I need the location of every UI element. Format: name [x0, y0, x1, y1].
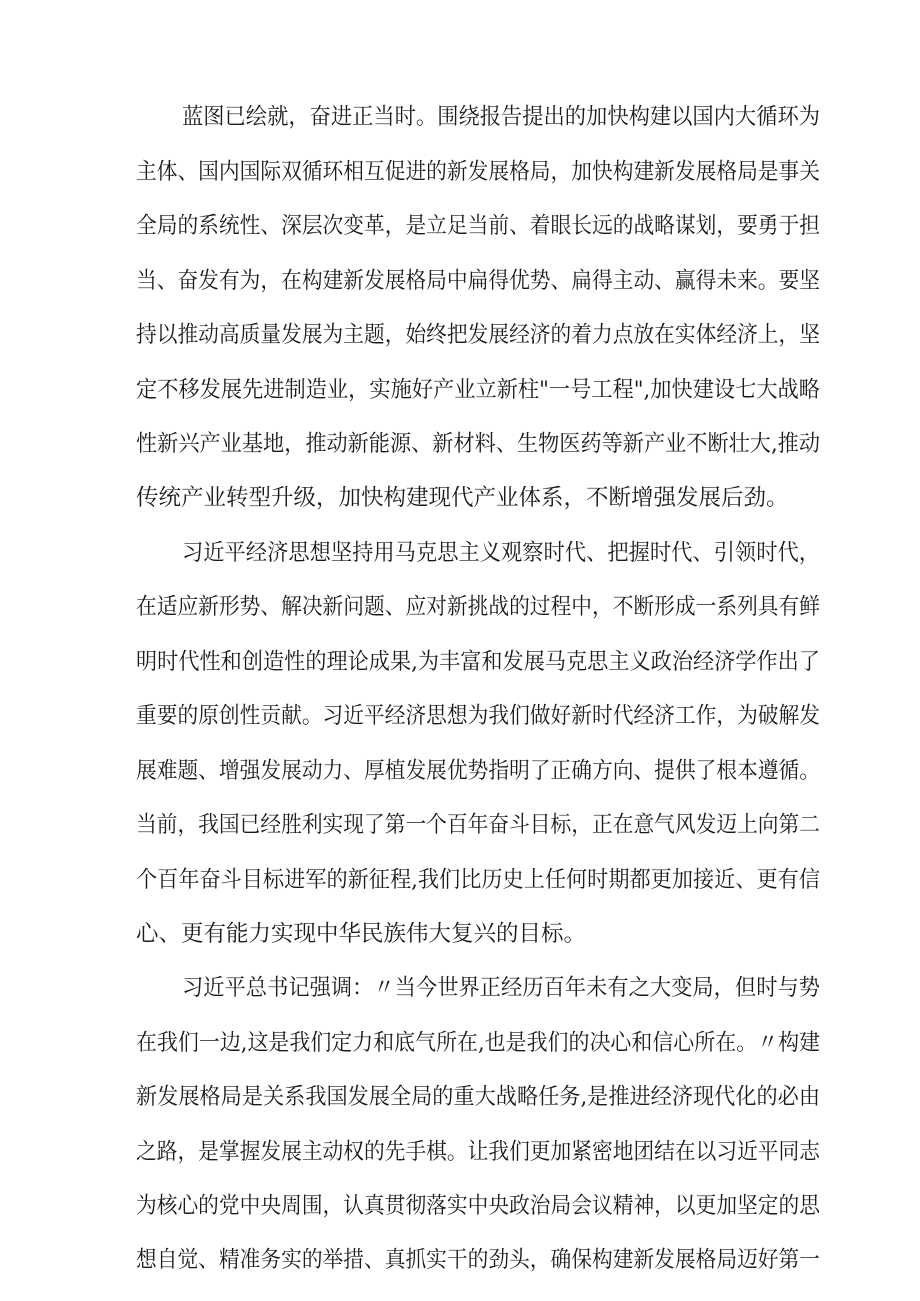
text-line: 蓝图已绘就，奋进正当时。围绕报告提出的加快构建以国内大循环为 [182, 104, 820, 130]
text-line: 主体、国内国际双循环相互促进的新发展格局，加快构建新发展格局是事关 [136, 159, 820, 185]
paragraph-1-line-1 [0, 97, 920, 137]
paragraph-3-line-2 [0, 1023, 920, 1063]
paragraph-1-line-7 [0, 424, 920, 464]
text-line: 重要的原创性贡献。习近平经济思想为我们做好新时代经济工作，为破解发 [136, 703, 820, 729]
text-line: 在适应新形势、解决新问题、应对新挑战的过程中，不断形成一系列具有鲜 [136, 594, 820, 620]
paragraph-2-line-3 [0, 642, 920, 682]
paragraph-2-line-5 [0, 751, 920, 791]
paragraph-1-line-2 [0, 152, 920, 192]
paragraph-1-line-5 [0, 315, 920, 355]
text-line: 当前，我国已经胜利实现了第一个百年奋斗目标，正在意气风发迈上向第二 [136, 812, 820, 838]
paragraph-3-line-1 [0, 968, 920, 1008]
text-line: 全局的系统性、深层次变革，是立足当前、着眼长远的战略谋划，要勇于担 [136, 213, 820, 239]
paragraph-3-line-6 [0, 1240, 920, 1280]
paragraph-1-line-6 [0, 370, 920, 410]
text-line: 性新兴产业基地，推动新能源、新材料、生物医药等新产业不断壮大,推动 [136, 431, 820, 457]
text-line: 为核心的党中央周围，认真贯彻落实中央政治局会议精神，以更加坚定的思 [136, 1193, 820, 1219]
paragraph-1-line-3 [0, 206, 920, 246]
paragraph-2-line-1 [0, 533, 920, 573]
text-line: 持以推动高质量发展为主题，始终把发展经济的着力点放在实体经济上，坚 [136, 322, 820, 348]
text-line: 之路，是掌握发展主动权的先手棋。让我们更加紧密地团结在以习近平同志 [136, 1139, 820, 1165]
text-line: 心、更有能力实现中华民族伟大复兴的目标。 [136, 921, 587, 947]
text-line: 传统产业转型升级，加快构建现代产业体系，不断增强发展后劲。 [136, 485, 789, 511]
paragraph-3-line-3 [0, 1077, 920, 1117]
paragraph-1-line-4 [0, 261, 920, 301]
text-line: 在我们一边,这是我们定力和底气所在,也是我们的决心和信心所在。〃构建 [136, 1030, 820, 1056]
text-line: 明时代性和创造性的理论成果,为丰富和发展马克思主义政治经济学作出了 [136, 649, 820, 675]
paragraph-3-line-4 [0, 1132, 920, 1172]
paragraph-2-line-7 [0, 860, 920, 900]
text-line: 习近平经济思想坚持用马克思主义观察时代、把握时代、引领时代， [182, 540, 820, 566]
paragraph-2-line-6 [0, 805, 920, 845]
text-line: 定不移发展先进制造业，实施好产业立新柱"一号工程",加快建设七大战略 [136, 377, 820, 403]
text-line: 习近平总书记强调：〃当今世界正经历百年未有之大变局，但时与势 [182, 975, 820, 1001]
paragraph-2-line-4 [0, 696, 920, 736]
paragraph-2-line-2 [0, 587, 920, 627]
text-line: 个百年奋斗目标进军的新征程,我们比历史上任何时期都更加接近、更有信 [136, 867, 820, 893]
paragraph-2-line-8 [0, 914, 920, 954]
text-line: 展难题、增强发展动力、厚植发展优势指明了正确方向、提供了根本遵循。 [136, 758, 820, 784]
text-line: 新发展格局是关系我国发展全局的重大战略任务,是推进经济现代化的必由 [136, 1084, 820, 1110]
paragraph-1-line-8 [0, 478, 920, 518]
paragraph-3-line-5 [0, 1186, 920, 1226]
text-line: 当、奋发有为，在构建新发展格局中扁得优势、扁得主动、赢得未来。要坚 [136, 268, 820, 294]
text-line: 想自觉、精准务实的举措、真抓实干的劲头，确保构建新发展格局迈好第一 [136, 1247, 820, 1273]
